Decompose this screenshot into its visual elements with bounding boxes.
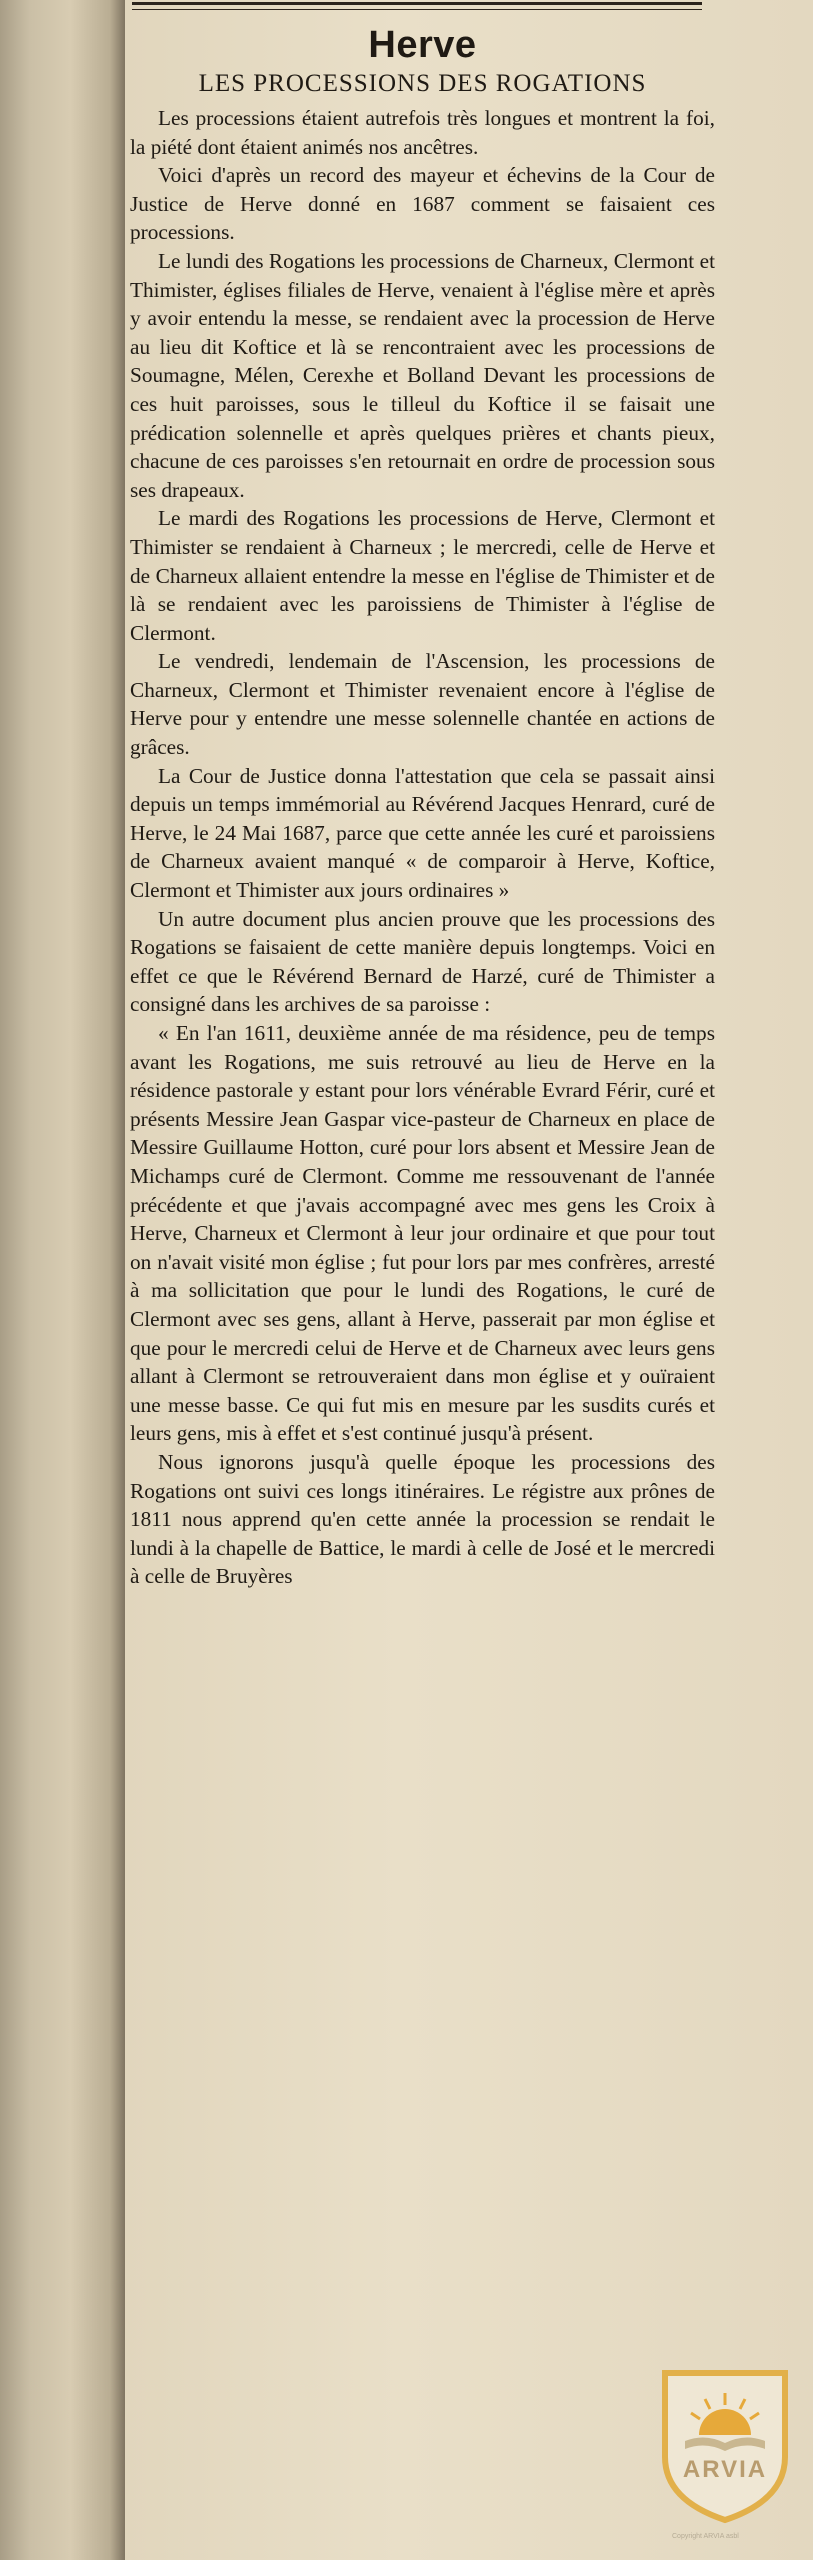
paragraph-record: Voici d'après un record des mayeur et échevins de la Cour de Justice de Herve donné en 1687 comment se faisaient ces processions. bbox=[130, 163, 715, 245]
logo-text: ARVIA bbox=[682, 2456, 768, 2483]
top-rule-thin bbox=[132, 9, 702, 10]
paragraph-vendredi: Le vendredi, lendemain de l'Ascension, les processions de Charneux, Clermont et Thimister revenaient encore à l'église de Herve pour y entendre une messe solennelle chantée en actions de grâces. bbox=[130, 649, 715, 760]
paragraph-autre-document: Un autre document plus ancien prouve que les processions des Rogations se faisaient de cette manière depuis longtemps. Voici en effet ce que le Révérend Bernard de Harzé, curé de Thimister a consigné dans les archives de sa paroisse : bbox=[130, 906, 715, 1017]
arvia-logo bbox=[655, 2365, 795, 2525]
paragraph-conclusion: Nous ignorons jusqu'à quelle époque les processions des Rogations ont suivi ces longs itinéraires. Le régistre aux prônes de 1811 nous apprend qu'en cette année la procession se rendait le lundi à la chapelle de Battice, le mardi à celle de José et le mercredi à celle de Bruyères bbox=[130, 1449, 715, 1589]
town-heading: Herve bbox=[368, 24, 477, 66]
paragraph-mardi: Le mardi des Rogations les processions de Herve, Clermont et Thimister se rendaient à Charneux ; le mercredi, celle de Herve et de Charneux allaient entendre la messe en l'église de Thimister et de là se rendaient avec les paroissiens de Thimister à l'église de Clermont. bbox=[130, 506, 715, 645]
article bbox=[130, 22, 715, 1591]
paragraph-intro: Les processions étaient autrefois très longues et montrent la foi, la piété dont étaient animés nos ancêtres. bbox=[130, 106, 715, 159]
paragraph-citation-1611: « En l'an 1611, deuxième année de ma résidence, peu de temps avant les Rogations, me suis retrouvé au lieu de Herve en la résidence pastorale y estant pour lors vénérable Evrard Férir, curé et présents Messire Jean Gaspar vice-pasteur de Charneux en place de Messire Guillaume Hotton, curé pour lors absent et Messire Jean de Michamps curé de Clermont. Comme me ressouvenant de l'année précédente et que j'avais accompagné avec mes gens les Croix à Herve, Charneux et Clermont à leur jour ordinaire et que pour tout on n'avait visité mon église ; fut pour lors par mes confrères, arresté à ma sollicitation que pour le lundi des Rogations, le curé de Clermont avec ses gens, allant à Herve, passerait par mon église et que pour le mercredi celui de Herve et de Charneux avec leurs gens allant à Clermont se retrouveraient dans mon église et y ouïraient une messe basse. Ce qui fut mis en mesure par les susdits curés et leurs gens, mis à effet et s'est continué jusqu'à présent. bbox=[130, 1021, 715, 1446]
article-headline: LES PROCESSIONS DES ROGATIONS bbox=[198, 70, 647, 97]
paragraph-cour-de-justice: La Cour de Justice donna l'attestation que cela se passait ainsi depuis un temps immémorial au Révérend Jacques Henrard, curé de Herve, le 24 Mai 1687, parce que cette année les curé et paroissiens de Charneux avaient manqué « de comparoir à Herve, Koftice, Clermont et Thimister aux jours ordinaires » bbox=[130, 763, 715, 903]
binding-edge bbox=[0, 0, 125, 2560]
paragraph-lundi: Le lundi des Rogations les processions de Charneux, Clermont et Thimister, églises filiales de Herve, venaient à l'église mère et après y avoir entendu la messe, se rendaient avec la procession de Herve au lieu dit Koftice et là se rencontraient avec les processions de Soumagne, Mélen, Cerexhe et Bolland Devant les processions de ces huit paroisses, sous le tilleul du Koftice il se faisait une prédication solennelle et après quelques prières et chants pieux, chacune de ces paroisses s'en retournait en ordre de procession sous ses drapeaux. bbox=[130, 248, 715, 502]
copyright-text: Copyright ARVIA asbl bbox=[672, 2533, 739, 2540]
top-rule bbox=[132, 2, 702, 5]
